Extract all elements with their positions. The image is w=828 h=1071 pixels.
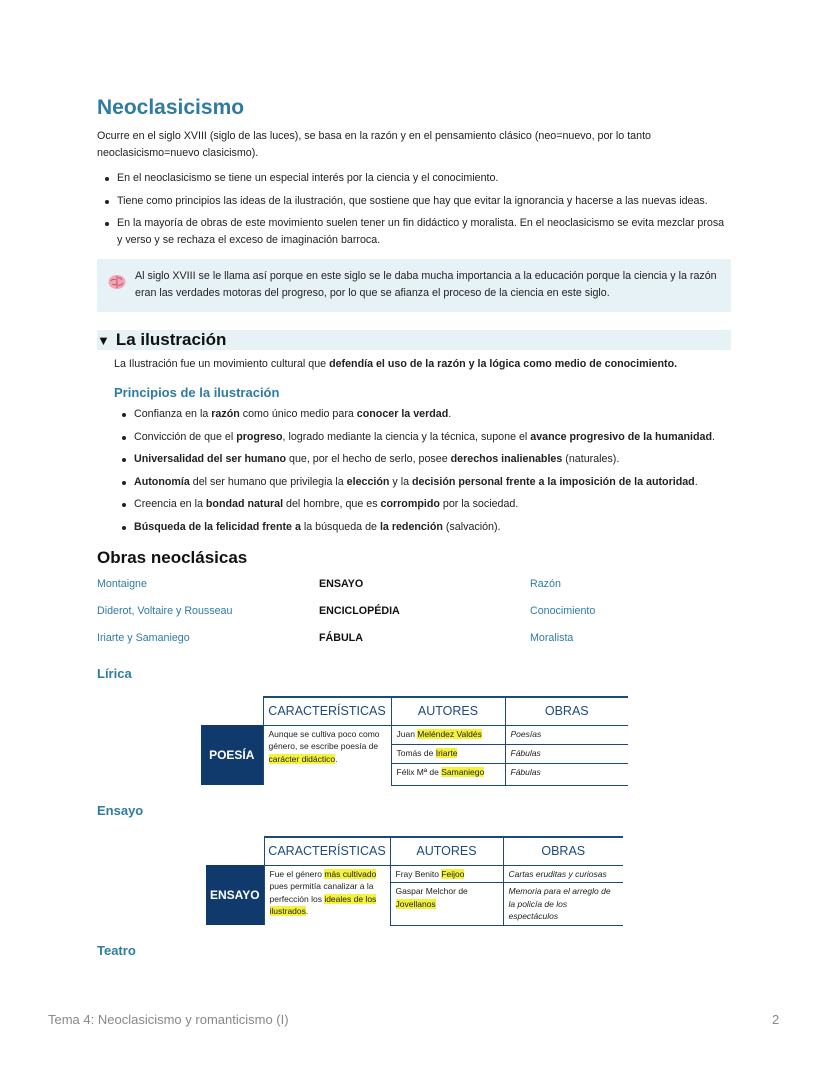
- footer-title: Tema 4: Neoclasicismo y romanticismo (I): [48, 1012, 289, 1027]
- principle-bold: razón: [211, 408, 240, 420]
- principle-text: , logrado mediante la ciencia y la técnica, supone el: [282, 430, 531, 443]
- obra-genre: ENCICLOPÉDIA: [319, 604, 400, 617]
- intro-paragraph: Ocurre en el siglo XVIII (siglo de las luces), se basa en la razón y en el pensamiento clásico (neo=nuevo, por lo tanto neoclasicismo=nuevo clasicismo).: [97, 130, 651, 159]
- characteristic-text: .: [335, 753, 338, 764]
- highlighted-text: carácter didáctico: [268, 753, 336, 764]
- highlighted-text: más cultivado: [324, 868, 377, 879]
- characteristic-text: pues permitía canalizar a la perfección los: [269, 881, 374, 904]
- ensayo-table: [206, 836, 623, 926]
- author-pre: Fray Benito: [395, 868, 442, 879]
- author-cell: [390, 883, 503, 926]
- obra-genre: ENSAYO: [319, 577, 364, 590]
- principle-bold: avance progresivo de la humanidad: [530, 430, 713, 443]
- page-number: 2: [772, 1012, 780, 1027]
- lirica-table: [201, 696, 628, 786]
- author-cell: [391, 725, 505, 744]
- principle-text: del ser humano que privilegia la: [189, 475, 347, 488]
- author-pre: Juan: [396, 728, 418, 739]
- ensayo-heading: Ensayo: [97, 803, 144, 818]
- principle-text: .: [712, 430, 716, 443]
- principle-text: Convicción de que el: [134, 430, 237, 443]
- header-autores: AUTORES: [390, 837, 503, 865]
- principle-text: .: [448, 408, 452, 420]
- obras-row: [97, 571, 731, 598]
- principle-bold: elección: [346, 475, 390, 488]
- principle-item: [121, 519, 731, 536]
- characteristic-text: Aunque se cultiva poco como género, se escribe poesía de: [268, 728, 380, 751]
- principle-bold: Autonomía: [134, 475, 190, 488]
- author-cell: [391, 744, 505, 763]
- work-cell: Fábulas: [505, 763, 628, 785]
- author-cell: [391, 763, 505, 785]
- lirica-characteristics: [263, 725, 391, 785]
- principle-text: (naturales).: [562, 453, 620, 465]
- obra-theme: Moralista: [530, 631, 574, 644]
- characteristic-text: .: [305, 906, 309, 916]
- list-item: En el neoclasicismo se tiene un especial interés por la ciencia y el conocimiento.: [104, 170, 731, 187]
- principle-item: [121, 474, 731, 491]
- highlighted-text: ideales de los ilustrados: [269, 893, 377, 916]
- principle-item: [121, 451, 731, 468]
- principle-bold: la redención: [379, 520, 443, 533]
- principle-bold: conocer la verdad: [356, 408, 449, 420]
- principle-text: del hombre, que es: [283, 498, 381, 510]
- header-caracteristicas: CARACTERÍSTICAS: [264, 837, 390, 865]
- principle-text: .: [694, 475, 698, 488]
- principle-bold: progreso: [236, 430, 283, 443]
- row-head-poesia: POESÍA: [201, 725, 263, 785]
- ilustracion-toggle[interactable]: [97, 330, 731, 350]
- principle-text: Confianza en la: [134, 408, 212, 420]
- principle-bold: Universalidad del ser humano: [134, 453, 287, 465]
- author-cell: [390, 865, 503, 883]
- principle-bold: Búsqueda de la felicidad frente a: [134, 520, 301, 533]
- author-highlight: Feijoo: [441, 868, 465, 879]
- principles-list: [121, 406, 731, 536]
- principle-text: por la sociedad.: [439, 498, 519, 510]
- obras-heading: Obras neoclásicas: [97, 547, 248, 567]
- principle-bold: decisión personal frente a la imposición de la autoridad: [412, 475, 695, 488]
- header-obras: OBRAS: [505, 697, 628, 725]
- row-head-ensayo: ENSAYO: [206, 865, 264, 925]
- obra-author: Iriarte y Samaniego: [97, 631, 190, 644]
- header-caracteristicas: CARACTERÍSTICAS: [263, 697, 391, 725]
- principle-text: como único medio para: [239, 408, 357, 420]
- author-pre: Félix Mª de: [396, 766, 442, 777]
- principle-text: y la: [389, 475, 413, 488]
- work-cell: Cartas eruditas y curiosas: [503, 865, 623, 883]
- callout-box: [97, 259, 731, 312]
- list-item: En la mayoría de obras de este movimiento suelen tener un fin didáctico y moralista. En el neoclasicismo se evita mezclar prosa y verso y se rechaza el exceso de imaginación barroca.: [104, 215, 731, 249]
- obras-row: [97, 598, 731, 625]
- obra-theme: Razón: [530, 577, 561, 590]
- work-cell: Memoria para el arreglo de la policía de los espectáculos: [503, 883, 623, 926]
- principle-text: (salvación).: [442, 520, 501, 533]
- principle-text: Creencia en la: [134, 498, 206, 510]
- work-cell: Fábulas: [505, 744, 628, 763]
- page-content: [97, 96, 731, 681]
- obra-theme: Conocimiento: [530, 604, 596, 617]
- author-highlight: Iriarte: [435, 747, 458, 758]
- principle-bold: derechos inalienables: [450, 453, 563, 465]
- intro-plain: La Ilustración fue un movimiento cultural que: [114, 358, 330, 370]
- author-highlight: Meléndez Valdés: [417, 728, 482, 739]
- teatro-heading: Teatro: [97, 943, 136, 958]
- bullet-list: [104, 170, 731, 249]
- obra-author: Diderot, Voltaire y Rousseau: [97, 604, 233, 617]
- header-obras: OBRAS: [503, 837, 623, 865]
- principle-bold: bondad natural: [205, 498, 284, 510]
- lirica-heading: Lírica: [97, 665, 132, 681]
- ilustracion-body: [114, 356, 731, 536]
- obras-table: [97, 571, 731, 652]
- triangle-down-icon[interactable]: ▼: [97, 332, 110, 348]
- author-highlight: Samaniego: [441, 766, 485, 777]
- principle-text: la búsqueda de: [300, 520, 380, 533]
- intro-bold: defendía el uso de la razón y la lógica como medio de conocimiento.: [329, 358, 678, 370]
- principle-bold: corrompido: [380, 498, 440, 510]
- work-cell: Poesías: [505, 725, 628, 744]
- header-autores: AUTORES: [391, 697, 505, 725]
- principle-item: [121, 496, 731, 513]
- obra-author: Montaigne: [97, 577, 147, 590]
- principle-item: [121, 406, 731, 423]
- list-item: Tiene como principios las ideas de la ilustración, que sostiene que hay que evitar la ignorancia y hacerse a las nuevas ideas.: [104, 193, 731, 210]
- principle-text: que, por el hecho de serlo, posee: [286, 453, 451, 465]
- characteristic-text: Fue el género: [269, 868, 325, 879]
- principles-title: Principios de la ilustración: [114, 385, 280, 400]
- author-highlight: Jovellanos: [395, 898, 436, 909]
- page-title: Neoclasicismo: [97, 96, 245, 119]
- author-pre: Tomás de: [396, 747, 436, 758]
- ensayo-characteristics: [264, 865, 390, 925]
- ilustracion-heading: La ilustración: [115, 330, 227, 349]
- brain-icon: [107, 272, 127, 292]
- principle-item: [121, 429, 731, 446]
- obra-genre: FÁBULA: [319, 631, 363, 644]
- callout-text: Al siglo XVIII se le llama así porque en este siglo se le daba mucha importancia a la educación porque la ciencia y la razón eran las verdades motoras del progreso, por lo que se afianza el proceso de la ciencia en este siglo.: [135, 270, 717, 299]
- obras-row: [97, 625, 731, 652]
- ilustracion-intro: [114, 356, 731, 373]
- author-pre: Gaspar Melchor de: [395, 886, 468, 896]
